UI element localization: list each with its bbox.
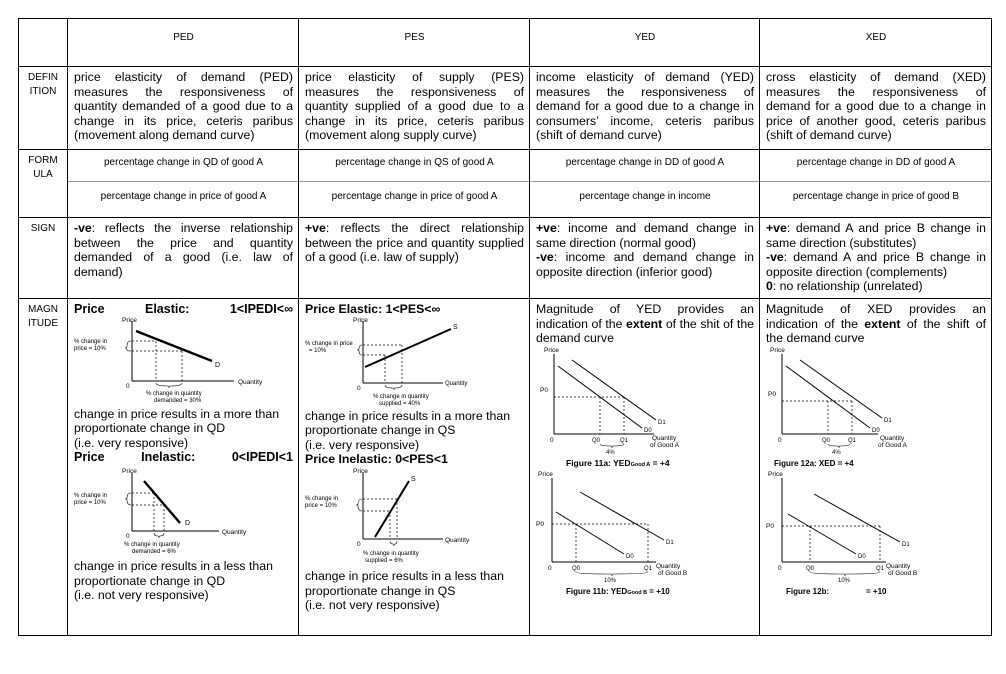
pct-quantity-label: demanded = 6% bbox=[132, 548, 176, 555]
figure-12a-graph bbox=[766, 346, 984, 470]
p0-label: P0 bbox=[768, 390, 776, 398]
origin-label: 0 bbox=[126, 382, 130, 390]
q1-label: Q1 bbox=[876, 565, 885, 572]
definition-xed: cross elasticity of demand (XED) measures the responsiveness of demand for a good due to a change in price of another good, ceteris paribus (shift of demand curve) bbox=[760, 67, 992, 150]
text-part: of the shift of the demand curve bbox=[766, 316, 986, 346]
header-ped: PED bbox=[68, 19, 299, 67]
header-row bbox=[19, 19, 992, 67]
axis-quantity-label: Quantity bbox=[880, 434, 905, 442]
header-pes: PES bbox=[299, 19, 530, 67]
text-emphasis: extent bbox=[864, 316, 901, 331]
pct-label: 4% bbox=[832, 449, 841, 456]
axis-price-label: Price bbox=[544, 346, 559, 354]
q1-label: Q1 bbox=[848, 437, 857, 444]
pct-price-label: = 10% bbox=[309, 347, 327, 354]
yed-magnitude-text bbox=[536, 302, 754, 346]
sign-label: +ve bbox=[305, 221, 326, 235]
definition-ped: price elasticity of demand (PED) measures the responsiveness of quantity demanded of a good due to a change in its price, ceteris paribus (movement along demand curve) bbox=[68, 67, 299, 150]
ped-inelastic-graph bbox=[74, 465, 292, 559]
elasticity-table bbox=[18, 18, 992, 636]
definition-yed: income elasticity of demand (YED) measures the responsiveness of demand for a good due to a change in consumers’ income, ceteris paribus (shift of demand curve) bbox=[530, 67, 760, 150]
magnitude-yed bbox=[530, 299, 760, 636]
sign-xed bbox=[760, 218, 992, 299]
figure-caption: Figure 12b: bbox=[786, 586, 830, 596]
sign-label: -ve bbox=[536, 250, 554, 265]
curve-d0-label: D0 bbox=[872, 427, 880, 434]
q0-label: Q0 bbox=[592, 437, 601, 444]
formula-row bbox=[19, 150, 992, 218]
sign-yed bbox=[530, 218, 760, 299]
axis-quantity-label: Quantity bbox=[238, 378, 263, 386]
heading-part: Price bbox=[74, 302, 105, 316]
origin-label: 0 bbox=[126, 532, 130, 540]
axis-quantity-label: Quantity bbox=[445, 536, 470, 544]
formula-numerator: percentage change in DD of good A bbox=[565, 157, 725, 168]
formula-denominator: percentage change in price of good B bbox=[792, 190, 960, 202]
axis-price-label: Price bbox=[770, 346, 785, 354]
caption-value: = +4 bbox=[650, 457, 670, 468]
caption-subscript: Good B bbox=[627, 589, 648, 596]
pct-price-label: % change in bbox=[305, 495, 339, 502]
heading-part: Elastic: bbox=[145, 302, 190, 316]
q0-label: Q0 bbox=[572, 565, 581, 572]
figure-caption bbox=[566, 587, 670, 596]
pct-quantity-label: % change in quantity bbox=[373, 393, 429, 400]
formula-denominator: percentage change in price of good A bbox=[100, 190, 267, 202]
text-part: Magnitude of YED provides an indication of the bbox=[536, 302, 754, 331]
ped-elastic-note: (i.e. very responsive) bbox=[74, 435, 189, 450]
figure-caption: Figure 12a: XED = +4 bbox=[774, 458, 854, 468]
pct-quantity-label: % change in quantity bbox=[146, 390, 202, 397]
curve-label: S bbox=[411, 475, 416, 483]
magnitude-row bbox=[19, 299, 992, 636]
axis-quantity-label: of Good A bbox=[650, 441, 679, 449]
sign-label: -ve bbox=[74, 221, 92, 235]
formula-pes bbox=[299, 150, 530, 218]
figure-11a-graph bbox=[536, 346, 754, 470]
ped-inelastic-note: (i.e. not very responsive) bbox=[74, 588, 209, 603]
pes-inelastic-text: change in price results in a less than proportionate change in QS bbox=[305, 568, 504, 598]
pes-elastic-heading: Price Elastic: 1<PES<∞ bbox=[305, 302, 441, 316]
sign-text: : income and demand change in opposite direction (inferior good) bbox=[536, 250, 754, 279]
axis-quantity-label: Quantity bbox=[656, 562, 681, 570]
magnitude-ped bbox=[68, 299, 299, 636]
curve-d1-label: D1 bbox=[902, 541, 910, 548]
pct-label: 4% bbox=[606, 449, 615, 456]
pct-price-label: % change in price bbox=[305, 340, 353, 347]
axis-quantity-label: Quantity bbox=[886, 562, 911, 570]
caption-text: Figure 11b: YED bbox=[566, 586, 628, 596]
axis-price-label: Price bbox=[353, 316, 368, 324]
curve-label: D bbox=[215, 361, 221, 369]
formula-numerator: percentage change in QD of good A bbox=[103, 157, 263, 168]
header-yed: YED bbox=[530, 19, 760, 67]
axis-quantity-label: Quantity bbox=[445, 380, 468, 387]
heading-part: 0<IPEDI<1 bbox=[231, 450, 293, 465]
curve-label: S bbox=[453, 323, 458, 331]
heading-part: Price bbox=[74, 450, 105, 465]
caption-text: Figure 11a: YED bbox=[566, 457, 631, 468]
row-label-definition: DEFIN ITION bbox=[19, 67, 68, 150]
sign-ped bbox=[68, 218, 299, 299]
figure-caption-value: = +10 bbox=[866, 586, 887, 596]
caption-subscript: Good A bbox=[630, 461, 651, 468]
sign-text: : reflects the direct relationship between the price and quantity supplied of a good (i.e. law of supply) bbox=[305, 221, 524, 265]
ped-inelastic-text: change in price results in a less than proportionate change in QD bbox=[74, 558, 273, 588]
q1-label: Q1 bbox=[644, 565, 653, 572]
formula-yed bbox=[530, 150, 760, 218]
text-part: of the shit of the demand curve bbox=[536, 316, 754, 346]
origin-label: 0 bbox=[548, 564, 552, 572]
row-label-magnitude: MAGN ITUDE bbox=[19, 299, 68, 636]
curve-d1-label: D1 bbox=[666, 539, 674, 546]
sign-label: 0 bbox=[766, 279, 773, 294]
origin-label: 0 bbox=[550, 436, 554, 444]
sign-text: : income and demand change in same direction (normal good) bbox=[536, 221, 754, 250]
origin-label: 0 bbox=[357, 540, 361, 548]
row-label-sign: SIGN bbox=[19, 218, 68, 299]
formula-denominator: percentage change in price of good A bbox=[331, 190, 498, 202]
curve-d1-label: D1 bbox=[884, 417, 892, 424]
figure-caption bbox=[566, 458, 670, 468]
q0-label: Q0 bbox=[806, 565, 815, 572]
pct-price-label: price = 10% bbox=[74, 345, 106, 352]
caption-value: = +10 bbox=[647, 586, 670, 596]
sign-pes bbox=[299, 218, 530, 299]
pct-label: 10% bbox=[838, 577, 851, 584]
sign-text: : demand A and price B change in opposite direction (complements) bbox=[766, 250, 986, 279]
pes-inelastic-heading: Price Inelastic: 0<PES<1 bbox=[305, 452, 448, 467]
pes-elastic-text: change in price results in a more than proportionate change in QS bbox=[305, 408, 511, 438]
formula-ped bbox=[68, 150, 299, 218]
pct-quantity-label: supplied = 6% bbox=[365, 557, 403, 564]
axis-quantity-label: of Good B bbox=[888, 569, 918, 577]
axis-price-label: Price bbox=[122, 316, 137, 324]
sign-label: +ve bbox=[536, 221, 557, 235]
pes-inelastic-note: (i.e. not very responsive) bbox=[305, 598, 440, 613]
pct-quantity-label: supplied = 40% bbox=[379, 400, 421, 407]
origin-label: 0 bbox=[357, 384, 361, 392]
pct-price-label: price = 10% bbox=[305, 502, 337, 509]
pct-quantity-label: % change in quantity bbox=[363, 550, 419, 557]
p0-label: P0 bbox=[536, 520, 544, 528]
pct-price-label: % change in bbox=[74, 492, 108, 499]
axis-price-label: Price bbox=[122, 467, 137, 475]
formula-numerator: percentage change in QS of good A bbox=[335, 157, 494, 168]
sign-text: : demand A and price B change in same direction (substitutes) bbox=[766, 221, 986, 250]
axis-price-label: Price bbox=[538, 470, 553, 478]
pct-price-label: price = 10% bbox=[74, 499, 106, 506]
xed-magnitude-text bbox=[766, 302, 986, 346]
formula-xed bbox=[760, 150, 992, 218]
pes-elastic-note: (i.e. very responsive) bbox=[305, 437, 420, 452]
p0-label: P0 bbox=[540, 386, 548, 394]
curve-d0-label: D0 bbox=[858, 553, 866, 560]
sign-label: -ve bbox=[766, 250, 784, 265]
origin-label: 0 bbox=[778, 564, 782, 572]
magnitude-pes bbox=[299, 299, 530, 636]
ped-elastic-text: change in price results in a more than proportionate change in QD bbox=[74, 406, 280, 436]
axis-quantity-label: of Good A bbox=[878, 441, 907, 449]
heading-part: Inelastic: bbox=[141, 450, 196, 465]
sign-label: +ve bbox=[766, 221, 787, 235]
figure-12b-graph bbox=[766, 470, 984, 598]
q1-label: Q1 bbox=[620, 437, 629, 444]
curve-d1-label: D1 bbox=[658, 419, 666, 426]
axis-price-label: Price bbox=[768, 470, 783, 478]
q0-label: Q0 bbox=[822, 437, 831, 444]
ped-elastic-graph bbox=[74, 317, 292, 407]
header-empty-cell bbox=[19, 19, 68, 67]
heading-part: 1<IPEDI<∞ bbox=[229, 302, 293, 316]
origin-label: 0 bbox=[778, 436, 782, 444]
axis-quantity-label: Quantity bbox=[652, 434, 677, 442]
axis-price-label: Price bbox=[353, 467, 368, 475]
ped-inelastic-heading bbox=[74, 450, 293, 465]
row-label-formula: FORM ULA bbox=[19, 150, 68, 218]
pct-label: 10% bbox=[604, 577, 617, 584]
axis-quantity-label: of Good B bbox=[658, 569, 688, 577]
pct-quantity-label: demanded = 30% bbox=[154, 397, 202, 404]
definition-pes: price elasticity of supply (PES) measures the responsiveness of quantity supplied of a good due to a change in its price, ceteris paribus (movement along supply curve) bbox=[299, 67, 530, 150]
pct-quantity-label: % change in quantity bbox=[124, 541, 180, 548]
sign-row bbox=[19, 218, 992, 299]
pes-inelastic-graph bbox=[305, 467, 523, 569]
pct-price-label: % change in bbox=[74, 338, 108, 345]
p0-label: P0 bbox=[766, 522, 774, 530]
sign-text: : reflects the inverse relationship between the price and quantity demanded of a good (i.e. law of demand) bbox=[74, 221, 293, 279]
formula-numerator: percentage change in DD of good A bbox=[796, 157, 956, 168]
magnitude-xed bbox=[760, 299, 992, 636]
ped-elastic-heading bbox=[74, 302, 293, 317]
axis-quantity-label: Quantity bbox=[222, 528, 247, 536]
definition-row bbox=[19, 67, 992, 150]
curve-d0-label: D0 bbox=[644, 427, 652, 434]
text-emphasis: extent bbox=[626, 316, 663, 331]
curve-label: D bbox=[185, 519, 191, 527]
formula-denominator: percentage change in income bbox=[579, 190, 711, 202]
pes-elastic-graph bbox=[305, 317, 523, 409]
curve-d0-label: D0 bbox=[626, 553, 634, 560]
sign-text: : no relationship (unrelated) bbox=[772, 279, 923, 294]
text-part: Magnitude of XED provides an indication of the bbox=[766, 302, 986, 331]
header-xed: XED bbox=[760, 19, 992, 67]
figure-11b-graph bbox=[536, 470, 754, 598]
